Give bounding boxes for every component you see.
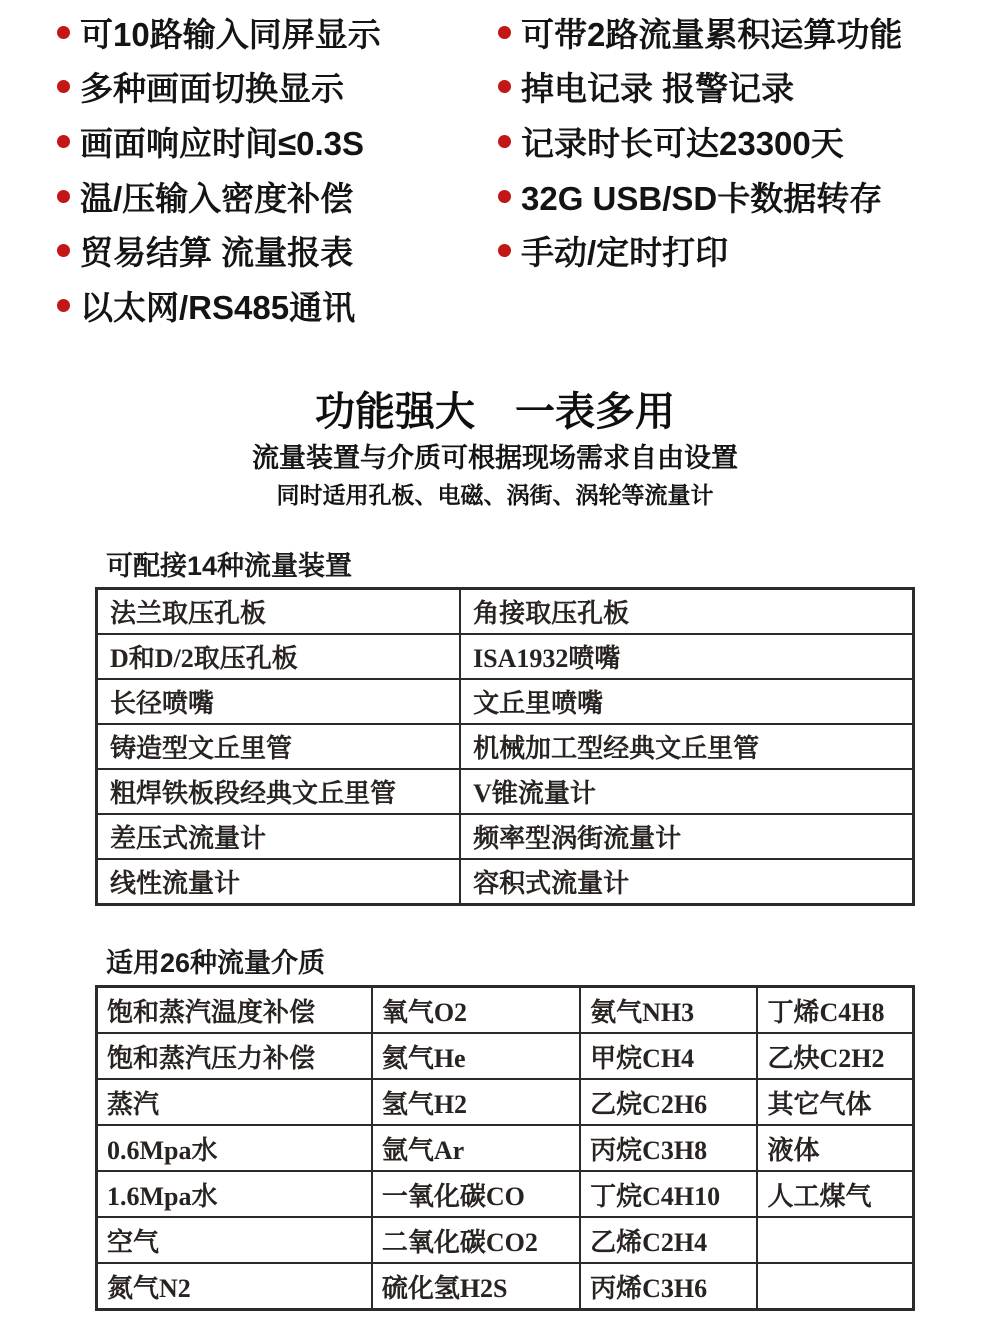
table-cell: 机械加工型经典文丘里管 bbox=[460, 724, 913, 769]
table-row bbox=[97, 1033, 914, 1079]
feature-text: 多种画面切换显示 bbox=[80, 70, 344, 108]
table-cell: 铸造型文丘里管 bbox=[97, 724, 461, 769]
table-cell bbox=[757, 1217, 913, 1263]
feature-text: 可10路输入同屏显示 bbox=[80, 15, 381, 53]
table-cell: 氮气N2 bbox=[97, 1263, 372, 1310]
table-cell: 乙炔C2H2 bbox=[757, 1033, 913, 1079]
table-row bbox=[97, 769, 914, 814]
bullet-dot-icon bbox=[57, 135, 70, 148]
table-cell: 人工煤气 bbox=[757, 1171, 913, 1217]
table-cell: ISA1932喷嘴 bbox=[460, 634, 913, 679]
bullet-dot-icon bbox=[57, 80, 70, 93]
bullet-dot-icon bbox=[57, 244, 70, 257]
bullet-dot-icon bbox=[498, 190, 511, 203]
table-row bbox=[97, 987, 914, 1034]
media-table bbox=[95, 985, 915, 1311]
table-cell: 频率型涡街流量计 bbox=[460, 814, 913, 859]
table-row bbox=[97, 1263, 914, 1310]
table-cell: 乙烯C2H4 bbox=[580, 1217, 757, 1263]
table-cell: 丙烷C3H8 bbox=[580, 1125, 757, 1171]
table-cell: 丁烯C4H8 bbox=[757, 987, 913, 1034]
bullet-dot-icon bbox=[498, 135, 511, 148]
table-cell: 二氧化碳CO2 bbox=[372, 1217, 580, 1263]
bullet-dot-icon bbox=[57, 299, 70, 312]
bullet-dot-icon bbox=[498, 244, 511, 257]
table-cell: 1.6Mpa水 bbox=[97, 1171, 372, 1217]
table-cell: 氦气He bbox=[372, 1033, 580, 1079]
feature-text: 32G USB/SD卡数据转存 bbox=[521, 179, 883, 217]
table-cell: 法兰取压孔板 bbox=[97, 589, 461, 635]
table-cell: 长径喷嘴 bbox=[97, 679, 461, 724]
feature-text: 手动/定时打印 bbox=[521, 234, 729, 272]
bullet-dot-icon bbox=[498, 80, 511, 93]
feature-item bbox=[498, 5, 902, 60]
table-cell: 氢气H2 bbox=[372, 1079, 580, 1125]
feature-text: 以太网/RS485通讯 bbox=[80, 288, 356, 326]
table-row bbox=[97, 1171, 914, 1217]
feature-list-left bbox=[57, 5, 381, 333]
table-row bbox=[97, 634, 914, 679]
feature-text: 画面响应时间≤0.3S bbox=[80, 124, 364, 162]
table-row bbox=[97, 1125, 914, 1171]
table-cell: 乙烷C2H6 bbox=[580, 1079, 757, 1125]
feature-item bbox=[57, 278, 381, 333]
table-row bbox=[97, 859, 914, 905]
feature-item bbox=[57, 223, 381, 278]
feature-item bbox=[57, 5, 381, 60]
table-cell: 角接取压孔板 bbox=[460, 589, 913, 635]
table-row bbox=[97, 589, 914, 635]
table-cell: 饱和蒸汽温度补偿 bbox=[97, 987, 372, 1034]
table-cell bbox=[757, 1263, 913, 1310]
devices-section-title: 可配接14种流量装置 bbox=[106, 551, 353, 581]
table-cell: D和D/2取压孔板 bbox=[97, 634, 461, 679]
table-cell: 差压式流量计 bbox=[97, 814, 461, 859]
table-cell: V锥流量计 bbox=[460, 769, 913, 814]
table-cell: 氩气Ar bbox=[372, 1125, 580, 1171]
table-cell: 容积式流量计 bbox=[460, 859, 913, 905]
table-row bbox=[97, 1217, 914, 1263]
table-cell: 一氧化碳CO bbox=[372, 1171, 580, 1217]
feature-text: 贸易结算 流量报表 bbox=[80, 234, 354, 272]
table-cell: 丁烷C4H10 bbox=[580, 1171, 757, 1217]
headline-subtitle-1: 流量装置与介质可根据现场需求自由设置 bbox=[252, 443, 738, 473]
feature-text: 记录时长可达23300天 bbox=[521, 124, 844, 162]
table-cell: 其它气体 bbox=[757, 1079, 913, 1125]
feature-item bbox=[498, 60, 902, 115]
devices-table bbox=[95, 587, 915, 906]
feature-text: 温/压输入密度补偿 bbox=[80, 179, 354, 217]
table-row bbox=[97, 724, 914, 769]
table-cell: 空气 bbox=[97, 1217, 372, 1263]
headline-subtitle-2: 同时适用孔板、电磁、涡街、涡轮等流量计 bbox=[276, 482, 714, 508]
table-cell: 0.6Mpa水 bbox=[97, 1125, 372, 1171]
bullet-dot-icon bbox=[498, 26, 511, 39]
feature-item bbox=[498, 223, 902, 278]
feature-text: 掉电记录 报警记录 bbox=[521, 70, 795, 108]
feature-item bbox=[57, 169, 381, 224]
feature-item bbox=[57, 60, 381, 115]
feature-item bbox=[498, 169, 902, 224]
headline-title: 功能强大 一表多用 bbox=[315, 390, 675, 434]
feature-list-right bbox=[498, 5, 902, 278]
table-cell: 甲烷CH4 bbox=[580, 1033, 757, 1079]
table-cell: 线性流量计 bbox=[97, 859, 461, 905]
table-cell: 蒸汽 bbox=[97, 1079, 372, 1125]
feature-text: 可带2路流量累积运算功能 bbox=[521, 15, 903, 53]
table-cell: 液体 bbox=[757, 1125, 913, 1171]
feature-item bbox=[57, 114, 381, 169]
table-cell: 丙烯C3H6 bbox=[580, 1263, 757, 1310]
table-row bbox=[97, 679, 914, 724]
table-cell: 饱和蒸汽压力补偿 bbox=[97, 1033, 372, 1079]
table-cell: 硫化氢H2S bbox=[372, 1263, 580, 1310]
table-cell: 文丘里喷嘴 bbox=[460, 679, 913, 724]
table-cell: 氧气O2 bbox=[372, 987, 580, 1034]
table-row bbox=[97, 814, 914, 859]
table-cell: 氨气NH3 bbox=[580, 987, 757, 1034]
feature-item bbox=[498, 114, 902, 169]
table-row bbox=[97, 1079, 914, 1125]
bullet-dot-icon bbox=[57, 26, 70, 39]
table-cell: 粗焊铁板段经典文丘里管 bbox=[97, 769, 461, 814]
bullet-dot-icon bbox=[57, 190, 70, 203]
media-section-title: 适用26种流量介质 bbox=[106, 948, 326, 978]
